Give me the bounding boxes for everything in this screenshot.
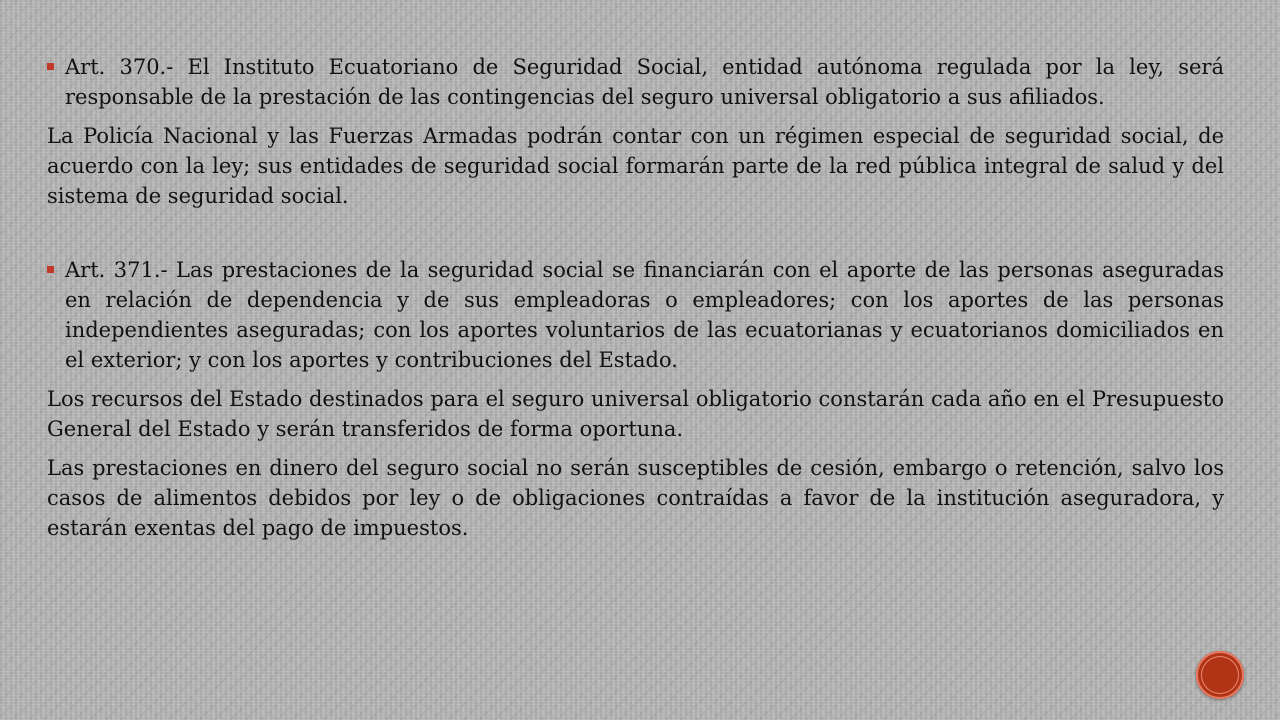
article-371-bullet bbox=[47, 255, 1224, 375]
slide-content bbox=[47, 52, 1224, 543]
square-bullet-icon bbox=[47, 63, 54, 70]
article-371-text: Art. 371.- Las prestaciones de la seguridad social se financiarán con el aporte de las personas aseguradas en relación de dependencia y de sus empleadoras o empleadores; con los aportes de las personas independientes aseguradas; con los aportes voluntarios de las ecuatorianas y ecuatorianos domiciliados en el exterior; y con los aportes y contribuciones del Estado. bbox=[65, 258, 1224, 372]
cash-benefits-paragraph: Las prestaciones en dinero del seguro social no serán susceptibles de cesión, embargo o retención, salvo los casos de alimentos debidos por ley o de obligaciones contraídas a favor de la institución aseguradora, y estarán exentas del pago de impuestos. bbox=[47, 456, 1224, 540]
article-370-text: Art. 370.- El Instituto Ecuatoriano de Seguridad Social, entidad autónoma regulada por la ley, será responsable de la prestación de las contingencias del seguro universal obligatorio a sus afiliados. bbox=[65, 55, 1224, 109]
police-armed-forces-paragraph: La Policía Nacional y las Fuerzas Armadas podrán contar con un régimen especial de seguridad social, de acuerdo con la ley; sus entidades de seguridad social formarán parte de la red pública integral de salud y del sistema de seguridad social. bbox=[47, 124, 1224, 208]
article-370-bullet bbox=[47, 52, 1224, 112]
square-bullet-icon bbox=[47, 266, 54, 273]
state-resources-paragraph: Los recursos del Estado destinados para el seguro universal obligatorio constarán cada año en el Presupuesto General del Estado y serán transferidos de forma oportuna. bbox=[47, 387, 1224, 441]
circle-nav-icon[interactable] bbox=[1196, 651, 1244, 699]
